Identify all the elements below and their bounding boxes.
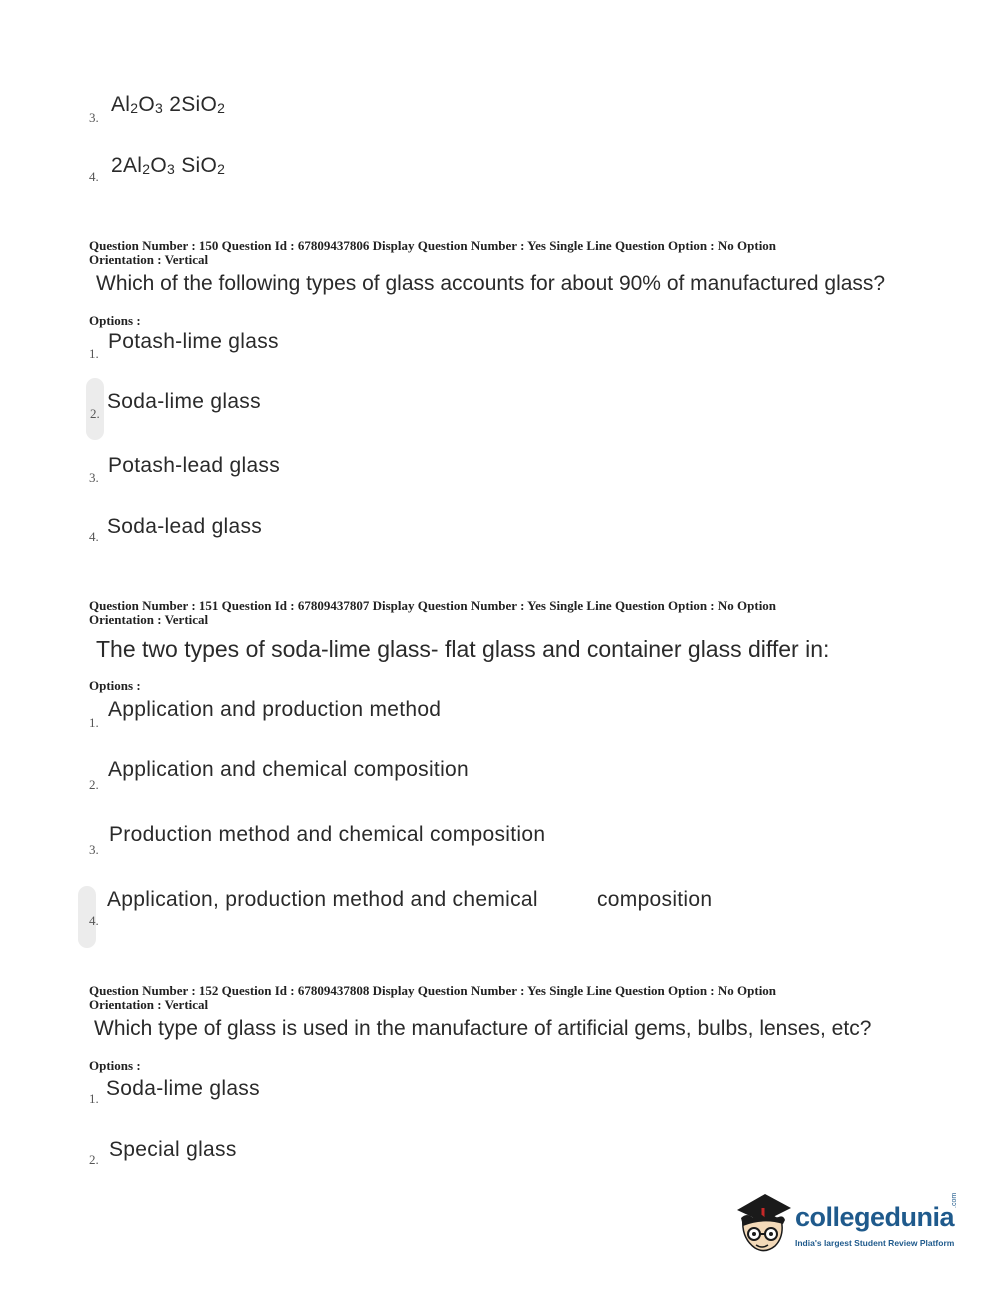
option-number: 3. [89,470,99,485]
option-text: Potash-lime glass [108,330,279,353]
option-number: 4. [89,169,99,184]
options-label: Options : [89,678,141,693]
option-text: Production method and chemical composition [109,823,546,846]
question-meta: Question Number : 152 Question Id : 67809437808 Display Question Number : Yes Single Line Question Option : No Option Orientation : Vertical [89,983,777,1012]
option-text: Soda-lead glass [107,515,263,538]
option-number: 3. [89,842,99,857]
option-text: Application, production method and chemical [107,888,538,911]
option-number: 1. [89,715,99,730]
logo-wordmark: collegedunia [795,1202,955,1232]
question-meta: Question Number : 150 Question Id : 67809437806 Display Question Number : Yes Single Line Question Option : No Option Orientation : Vertical [89,238,777,267]
option-text: Soda-lime glass [107,390,261,413]
question-meta: Question Number : 151 Question Id : 67809437807 Display Question Number : Yes Single Line Question Option : No Option Orientation : Vertical [89,598,777,627]
option-number: 3. [89,110,99,125]
logo-suffix: .com [951,1192,958,1208]
question-text: Which type of glass is used in the manufacture of artificial gems, bulbs, lenses, etc? [94,1017,872,1040]
option-number: 2. [89,1152,99,1167]
options-label: Options : [89,1058,141,1073]
option-text: Application and production method [108,698,442,721]
option-text: Soda-lime glass [106,1077,260,1100]
mascot-icon [733,1188,795,1258]
option-number: 1. [89,346,99,361]
question-text: Which of the following types of glass accounts for about 90% of manufactured glass? [96,272,886,295]
option-text: $Al_2O_3$ 2SiO$_2$ [111,93,226,116]
option-text: $2Al_2O_3$ SiO$_2$ [111,154,226,177]
option-text: Application and chemical composition [108,758,469,781]
question-text: The two types of soda-lime glass- flat glass and container glass differ in: [96,636,830,662]
option-text-continuation: composition [597,888,713,911]
collegedunia-logo [733,1188,963,1258]
options-label: Options : [89,313,141,328]
option-number: 1. [89,1091,99,1106]
option-number: 4. [89,913,99,928]
option-number: 2. [90,406,100,421]
option-text: Special glass [109,1138,237,1161]
logo-tagline: India's largest Student Review Platform [795,1238,955,1248]
option-number: 2. [89,777,99,792]
option-text: Potash-lead glass [108,454,281,477]
option-number: 4. [89,529,99,544]
